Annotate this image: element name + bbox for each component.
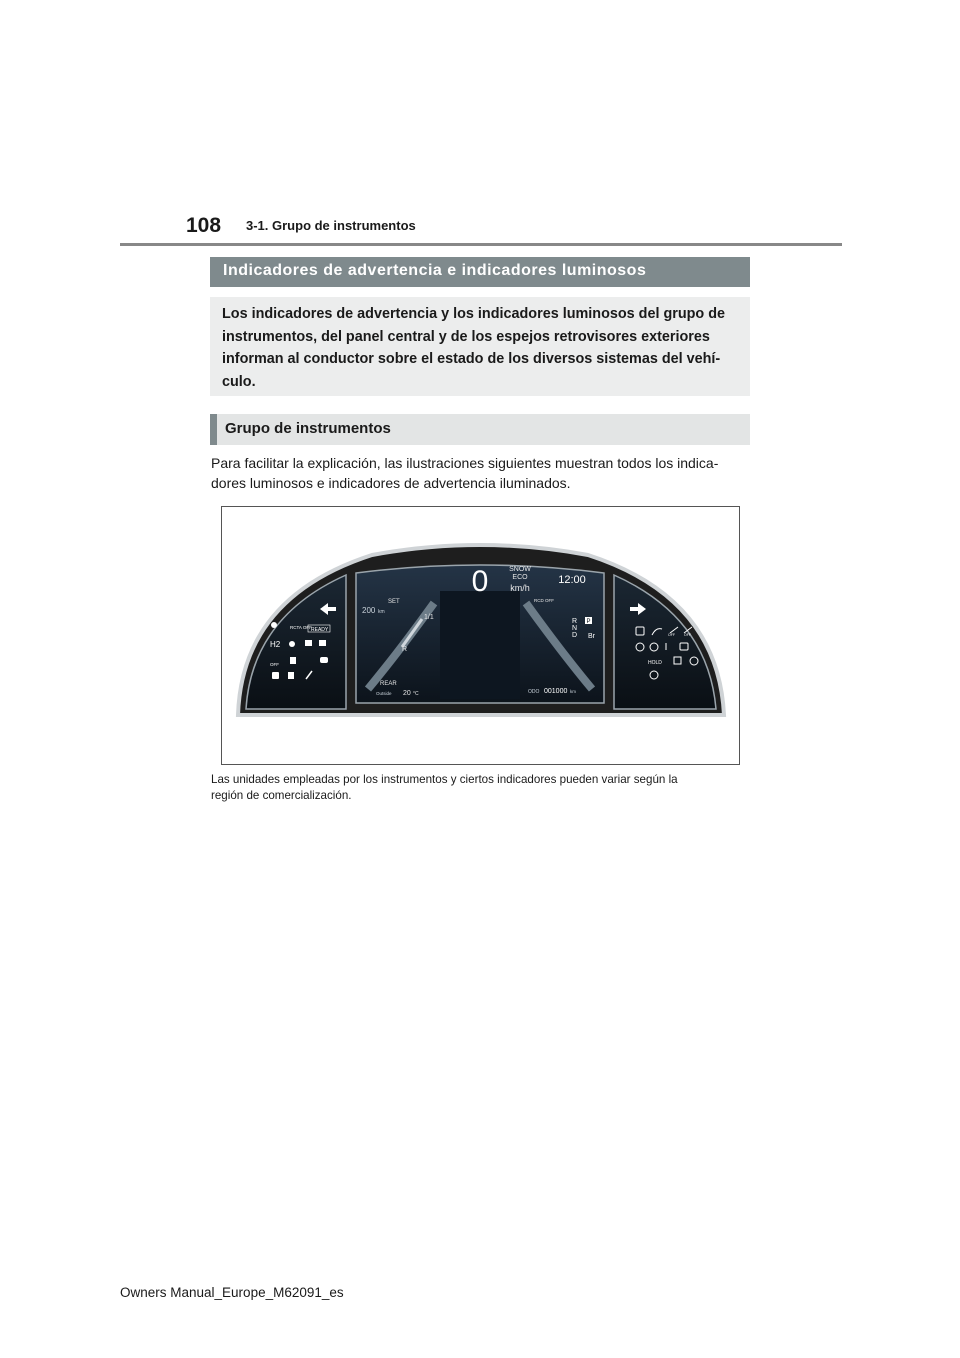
subheading: Grupo de instrumentos	[210, 414, 750, 445]
intro-line: Los indicadores de advertencia y los indicadores luminosos del grupo de	[222, 306, 725, 322]
drive-mode-snow: SNOW	[509, 566, 531, 573]
range-unit: km	[378, 609, 385, 615]
rcta-off-label: RCTA OFF	[290, 625, 312, 630]
h2-label: H2	[270, 640, 281, 649]
page-number: 108	[186, 214, 222, 237]
odo-label: ODO	[528, 689, 540, 695]
gear-d: D	[572, 632, 578, 639]
outside-temperature: 20	[403, 690, 411, 697]
off-label-right-1: OFF	[668, 633, 675, 637]
intro-line: culo.	[222, 373, 256, 390]
off-label-right-2: OFF	[684, 633, 691, 637]
gear-r: R	[572, 618, 578, 625]
instrument-cluster-figure	[221, 506, 740, 765]
clock: 12:00	[558, 574, 586, 586]
outside-label: Outside	[376, 691, 392, 696]
intro-box	[210, 297, 750, 396]
ready-label: READY	[311, 627, 329, 633]
gear-p: P	[586, 619, 591, 625]
body-line: dores luminosos e indicadores de advertencia iluminados.	[211, 475, 571, 491]
section-banner: Indicadores de advertencia e indicadores luminosos	[210, 257, 750, 287]
footer-text: Owners Manual_Europe_M62091_es	[120, 1285, 344, 1300]
set-label: SET	[388, 599, 400, 605]
body-line: Para facilitar la explicación, las ilustraciones siguientes muestran todos los indica-	[211, 455, 719, 471]
figure-caption	[211, 772, 751, 804]
gear-br: Br	[588, 633, 595, 640]
speed-value: 0	[471, 565, 489, 598]
rear-label: REAR	[380, 681, 397, 687]
section-reference: 3-1. Grupo de instrumentos	[246, 218, 416, 233]
intro-line: informan al conductor sobre el estado de los diversos sistemas del vehí-	[222, 351, 721, 367]
body-paragraph	[211, 453, 751, 493]
rcd-off-label: RCD OFF	[534, 598, 554, 603]
temperature-unit: °C	[413, 691, 419, 697]
intro-line: instrumentos, del panel central y de los espejos retrovisores exteriores	[222, 328, 710, 345]
shift-r-label: R	[402, 646, 408, 653]
center-screen	[440, 591, 520, 699]
speed-unit: km/h	[510, 583, 530, 593]
odometer-value: 001000	[544, 688, 568, 695]
odo-unit: km	[570, 689, 576, 694]
off-label-left: OFF	[270, 662, 279, 667]
gear-n: N	[572, 625, 578, 632]
hold-label: HOLD	[648, 660, 662, 666]
caption-line: región de comercialización.	[211, 789, 352, 802]
fuel-level: 1/1	[424, 614, 434, 621]
header-divider	[120, 243, 842, 246]
caption-line: Las unidades empleadas por los instrumentos y ciertos indicadores pueden variar según la	[211, 773, 678, 786]
instrument-cluster-illustration	[222, 507, 739, 764]
drive-mode-eco: ECO	[512, 574, 528, 581]
range-value: 200	[362, 606, 376, 615]
